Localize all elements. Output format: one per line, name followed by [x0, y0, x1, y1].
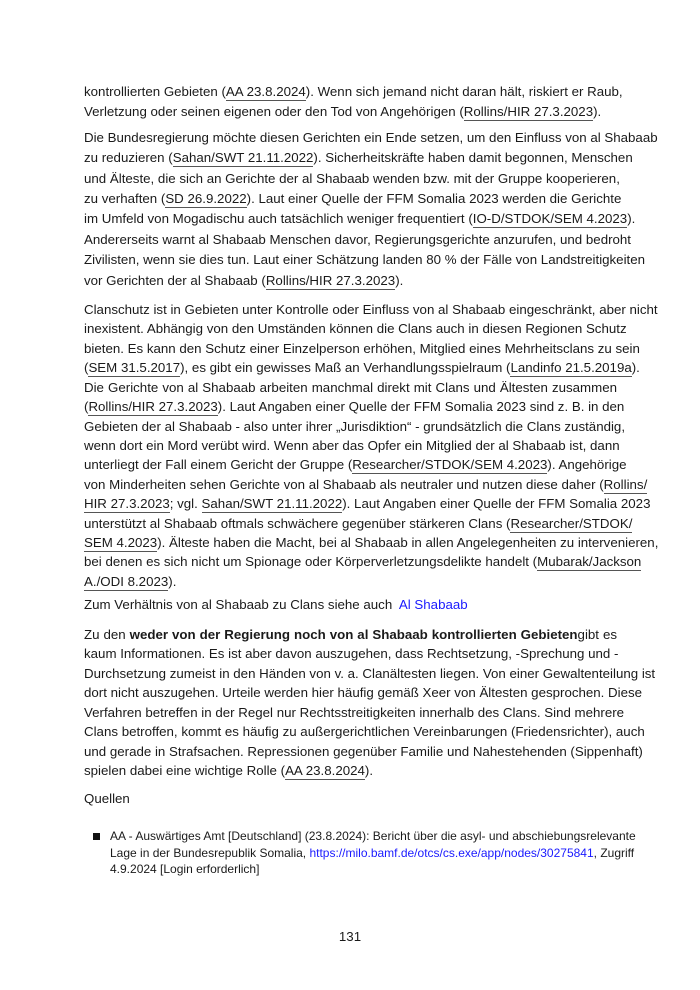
citation-link[interactable]: SEM 31.5.2017 — [88, 360, 181, 376]
text: ), es gibt ein gewisses Maß an Verhandlungsspielraum ( — [180, 360, 511, 376]
citation-link[interactable]: A./ODI 8.2023 — [84, 573, 169, 589]
text-line — [84, 761, 617, 781]
text: ( — [84, 360, 89, 376]
citation-link[interactable]: AA 23.8.2024 — [225, 84, 306, 99]
text: spielen dabei eine wichtige Rolle ( — [84, 763, 286, 779]
text: zu reduzieren ( — [84, 150, 173, 166]
text-line — [84, 82, 623, 102]
text-line — [84, 683, 643, 703]
text: unterliegt der Fall einem Gericht der Gruppe ( — [84, 457, 353, 473]
text-line — [84, 595, 617, 615]
text-line — [84, 230, 631, 250]
hyperlink[interactable]: Al Shabaab — [398, 597, 468, 613]
text: Clanschutz ist in Gebieten unter Kontrolle oder Einfluss von al Shabaab eingeschränkt, aber nicht — [84, 302, 658, 318]
text: Durchsetzung zumeist in den Händen von v. a. Clanältesten liegen. Von einer Gewaltenteilung ist — [84, 665, 656, 681]
text-line — [84, 189, 622, 209]
text: Verfahren betreffen in der Regel nur Rechtsstreitigkeiten innerhalb des Clans. Sind mehrere — [84, 704, 625, 720]
text-line — [84, 378, 617, 397]
citation-link[interactable]: Researcher/STDOK/ — [510, 515, 633, 531]
bullet-square-icon — [93, 833, 100, 840]
text: kontrollierten Gebieten ( — [84, 84, 226, 99]
text: und Älteste, die sich an Gerichte der al Shabaab wenden bzw. mit der Gruppe kooperieren, — [84, 170, 620, 186]
text: ). — [364, 763, 374, 779]
paragraph — [84, 82, 623, 123]
bold-text: weder von der Regierung noch von al Shabaab kontrollierten Gebieten — [129, 626, 578, 642]
text: von Minderheiten sehen Gerichte von al Shabaab als neutraler und nutzen diese daher ( — [84, 476, 604, 492]
citation-link[interactable]: Rollins/HIR 27.3.2023 — [88, 399, 218, 415]
text: ). Angehörige — [547, 457, 627, 473]
text: 4.9.2024 [Login erforderlich] — [110, 862, 260, 877]
text-line — [110, 861, 617, 878]
text-line — [84, 625, 617, 645]
text-line — [110, 845, 635, 862]
text: ). Wenn sich jemand nicht daran hält, riskiert er Raub, — [305, 84, 623, 99]
text: Verletzung oder seinen eigenen oder den Tod von Angehörigen ( — [84, 104, 464, 120]
citation-link[interactable]: SD 26.9.2022 — [165, 191, 247, 207]
text-line — [84, 722, 645, 742]
text-line — [84, 455, 627, 474]
text: Clans betroffen, kommt es häufig zu außergerichtlichen Vereinbarungen (Friedensrichter), auch — [84, 724, 645, 740]
text-line — [84, 494, 651, 513]
text-line — [84, 644, 617, 664]
hyperlink[interactable]: https://milo.bamf.de/otcs/cs.exe/app/nodes/30275841 — [309, 845, 594, 860]
text: Andererseits warnt al Shabaab Menschen davor, Regierungsgerichte anzurufen, und bedroht — [84, 231, 631, 247]
text: zu verhaften ( — [84, 191, 166, 207]
text-line — [84, 169, 620, 189]
citation-link[interactable]: Rollins/ — [603, 476, 648, 492]
text: und gerade in Strafsachen. Repressionen gegenüber Familie und Nahestehenden (Sippenhaft) — [84, 743, 643, 759]
text: dort nicht auszugehen. Urteile werden hier häufig gemäß Xeer von Ältesten gesprochen. Diese — [84, 685, 643, 701]
citation-link[interactable]: Rollins/HIR 27.3.2023 — [463, 104, 594, 120]
text-line — [84, 572, 617, 591]
text: ). Laut einer Quelle der FFM Somalia 2023 werden die Gerichte — [246, 191, 622, 207]
text: ; vgl. — [169, 496, 202, 512]
text: Die Bundesregierung möchte diesen Gerichten ein Ende setzen, um den Einfluss von al Shabaab — [84, 129, 658, 145]
text: vor Gerichten der al Shabaab ( — [84, 272, 266, 288]
text-line — [84, 148, 633, 168]
text-line — [110, 828, 636, 845]
citation-link[interactable]: SEM 4.2023 — [84, 534, 158, 550]
text: ). Sicherheitskräfte haben damit begonnen, Menschen — [313, 150, 633, 166]
text-line — [84, 664, 656, 684]
text: ). — [593, 104, 602, 120]
text: ). — [627, 211, 636, 227]
text: , Zugriff — [593, 845, 635, 860]
paragraph — [84, 300, 659, 591]
text: inexistent. Abhängig von den Umständen können die Clans auch in diesen Regionen Schutz — [84, 321, 627, 337]
text-line — [84, 250, 646, 270]
sources-heading — [84, 789, 617, 809]
text: Lage in der Bundesrepublik Somalia, — [110, 845, 310, 860]
text: Zu den — [84, 626, 130, 642]
paragraph — [84, 595, 617, 615]
text: im Umfeld von Mogadischu auch tatsächlich weniger frequentiert ( — [84, 211, 473, 227]
text-line — [84, 533, 659, 552]
text: bei denen es sich nicht um Spionage oder Körperverletzungsdelikte handelt ( — [84, 554, 538, 570]
text-line — [84, 742, 643, 762]
text: ). Älteste haben die Macht, bei al Shabaab in allen Angelegenheiten zu intervenieren, — [157, 534, 659, 550]
citation-link[interactable]: Mubarak/Jackson — [537, 554, 642, 570]
text: Die Gerichte von al Shabaab arbeiten manchmal direkt mit Clans und Ältesten zusammen — [84, 379, 617, 395]
text: ). — [395, 272, 404, 288]
text-line — [84, 789, 617, 809]
text: ). Laut Angaben einer Quelle der FFM Somalia 2023 sind z. B. in den — [217, 399, 625, 415]
text: Zum Verhältnis von al Shabaab zu Clans siehe auch — [84, 597, 399, 613]
text: kaum Informationen. Es ist aber davon auszugehen, dass Rechtsetzung, -Sprechung und - — [84, 646, 619, 662]
text-line — [84, 300, 658, 319]
citation-link[interactable]: Rollins/HIR 27.3.2023 — [265, 272, 396, 288]
text-line — [84, 339, 640, 358]
citation-link[interactable]: Sahan/SWT 21.11.2022 — [201, 496, 343, 512]
text-line — [84, 436, 620, 455]
text: Quellen — [84, 790, 130, 806]
text-line — [84, 397, 625, 416]
text-line — [84, 128, 658, 148]
text-line — [84, 102, 617, 122]
text-line — [84, 271, 617, 291]
text: wenn dort ein Mord verübt wird. Wenn aber das Opfer ein Mitglied der al Shabaab ist, dann — [84, 437, 620, 453]
text: bieten. Es kann den Schutz einer Einzelperson erhöhen, Mitglied eines Mehrheitsclans zu sein — [84, 340, 640, 356]
text-line — [84, 514, 633, 533]
text: Gebieten der al Shabaab - also unter ihrer „Jurisdiktion“ - grundsätzlich die Clans zuständig, — [84, 418, 626, 434]
citation-link[interactable]: Researcher/STDOK/SEM 4.2023 — [352, 457, 548, 473]
text: AA - Auswärtiges Amt [Deutschland] (23.8.2024): Bericht über die asyl- und abschiebungsrelevante — [110, 828, 636, 843]
text: ). — [631, 360, 640, 376]
paragraph — [84, 625, 656, 781]
text-line — [84, 552, 642, 571]
citation-link[interactable]: HIR 27.3.2023 — [84, 496, 170, 512]
citation-link[interactable]: IO-D/STDOK/SEM 4.2023 — [472, 211, 628, 227]
text-line — [84, 319, 627, 338]
paragraph — [84, 128, 658, 291]
citation-link[interactable]: Sahan/SWT 21.11.2022 — [172, 150, 314, 166]
text-line — [84, 475, 648, 494]
text-line — [84, 703, 625, 723]
text: ). — [168, 573, 177, 589]
text-line — [84, 209, 636, 229]
text-line — [84, 358, 640, 377]
page-number: 131 — [338, 928, 362, 944]
text: gibt es — [577, 626, 617, 642]
text-line — [84, 417, 626, 436]
source-list-item — [110, 828, 636, 878]
citation-link[interactable]: Landinfo 21.5.2019a — [510, 360, 632, 376]
text: Zivilisten, wenn sie dies tun. Laut einer Schätzung landen 80 % der Fälle von Landstreitigkeiten — [84, 252, 646, 268]
text: ). Laut Angaben einer Quelle der FFM Somalia 2023 — [342, 496, 651, 512]
text: ( — [84, 399, 89, 415]
citation-link[interactable]: AA 23.8.2024 — [285, 763, 365, 779]
text: unterstützt al Shabaab oftmals schwächere gegenüber stärkeren Clans ( — [84, 515, 511, 531]
